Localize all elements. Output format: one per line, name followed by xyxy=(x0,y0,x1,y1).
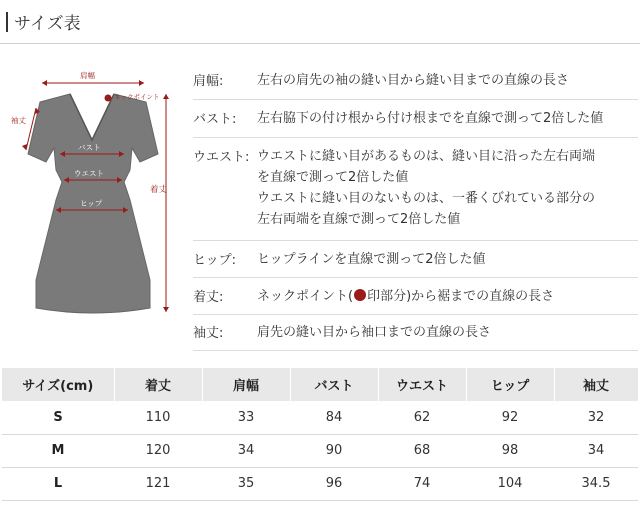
table-row xyxy=(2,467,638,500)
definition-term: 肩幅: xyxy=(193,74,224,89)
table-cell: 68 xyxy=(378,434,466,467)
table-cell: 34 xyxy=(554,434,638,467)
label-shoulder: 肩幅 xyxy=(80,71,95,80)
definition-term: バスト: xyxy=(193,112,237,127)
table-cell: 96 xyxy=(290,467,378,500)
table-header-row xyxy=(2,368,638,401)
definition-text: ヒップラインを直線で測って2倍した値 xyxy=(257,252,486,267)
label-sleeve: 袖丈 xyxy=(11,116,26,125)
definition-divider xyxy=(193,314,638,315)
table-cell: 121 xyxy=(114,467,202,500)
table-cell: 62 xyxy=(378,401,466,434)
column-header: サイズ(cm) xyxy=(2,368,114,401)
label-hip: ヒップ xyxy=(80,199,103,208)
column-header: バスト xyxy=(290,368,378,401)
table-cell: 34.5 xyxy=(554,467,638,500)
neck-point-marker-icon xyxy=(354,289,366,301)
label-waist: ウエスト xyxy=(74,169,104,178)
measurement-diagram xyxy=(0,50,185,320)
neck-point-dot xyxy=(105,95,112,102)
definition-text: 肩先の縫い目から袖口までの直線の長さ xyxy=(257,325,492,340)
table-cell: 35 xyxy=(202,467,290,500)
column-header: 肩幅 xyxy=(202,368,290,401)
definition-divider xyxy=(193,350,638,351)
header-divider xyxy=(0,43,640,44)
size-table xyxy=(2,368,639,501)
header-accent-bar xyxy=(6,12,8,32)
section-header xyxy=(0,0,640,44)
column-header: ウエスト xyxy=(378,368,466,401)
definition-term: 着丈: xyxy=(193,290,224,305)
table-cell: 32 xyxy=(554,401,638,434)
definition-term: ヒップ: xyxy=(193,253,236,268)
table-cell: 33 xyxy=(202,401,290,434)
definition-divider xyxy=(193,240,638,241)
column-header: 袖丈 xyxy=(554,368,638,401)
table-cell: 98 xyxy=(466,434,554,467)
label-bust: バスト xyxy=(78,143,101,152)
column-header: ヒップ xyxy=(466,368,554,401)
label-neck-point: ネックポイント xyxy=(114,93,160,101)
size-label: L xyxy=(2,467,114,500)
definition-term: 袖丈: xyxy=(193,326,224,341)
definition-divider xyxy=(193,99,638,100)
column-header: 着丈 xyxy=(114,368,202,401)
table-cell: 92 xyxy=(466,401,554,434)
size-table-wrap xyxy=(0,368,640,501)
table-cell: 120 xyxy=(114,434,202,467)
table-cell: 34 xyxy=(202,434,290,467)
definition-text: ネックポイント( 印部分)から裾までの直線の長さ xyxy=(257,289,555,304)
definition-text: ウエストに縫い目があるものは、縫い目に沿った左右両端 を直線で測って2倍した値 ウエストに縫い目のないものは、一番くびれている部分の 左右両端を直線で測って2倍した値 xyxy=(257,149,596,227)
table-cell: 104 xyxy=(466,467,554,500)
table-cell: 74 xyxy=(378,467,466,500)
size-label: M xyxy=(2,434,114,467)
label-length: 着丈 xyxy=(150,185,168,195)
definition-divider xyxy=(193,137,638,138)
definition-text: 左右の肩先の袖の縫い目から縫い目までの直線の長さ xyxy=(257,73,570,88)
table-cell: 84 xyxy=(290,401,378,434)
table-row xyxy=(2,434,638,467)
table-cell: 90 xyxy=(290,434,378,467)
definition-text: 左右脇下の付け根から付け根までを直線で測って2倍した値 xyxy=(257,111,604,126)
dress-illustration xyxy=(0,50,185,320)
size-label: S xyxy=(2,401,114,434)
definition-term: ウエスト: xyxy=(193,150,250,165)
table-cell: 110 xyxy=(114,401,202,434)
definition-divider xyxy=(193,277,638,278)
table-row xyxy=(2,401,638,434)
page-title: サイズ表 xyxy=(14,14,81,34)
